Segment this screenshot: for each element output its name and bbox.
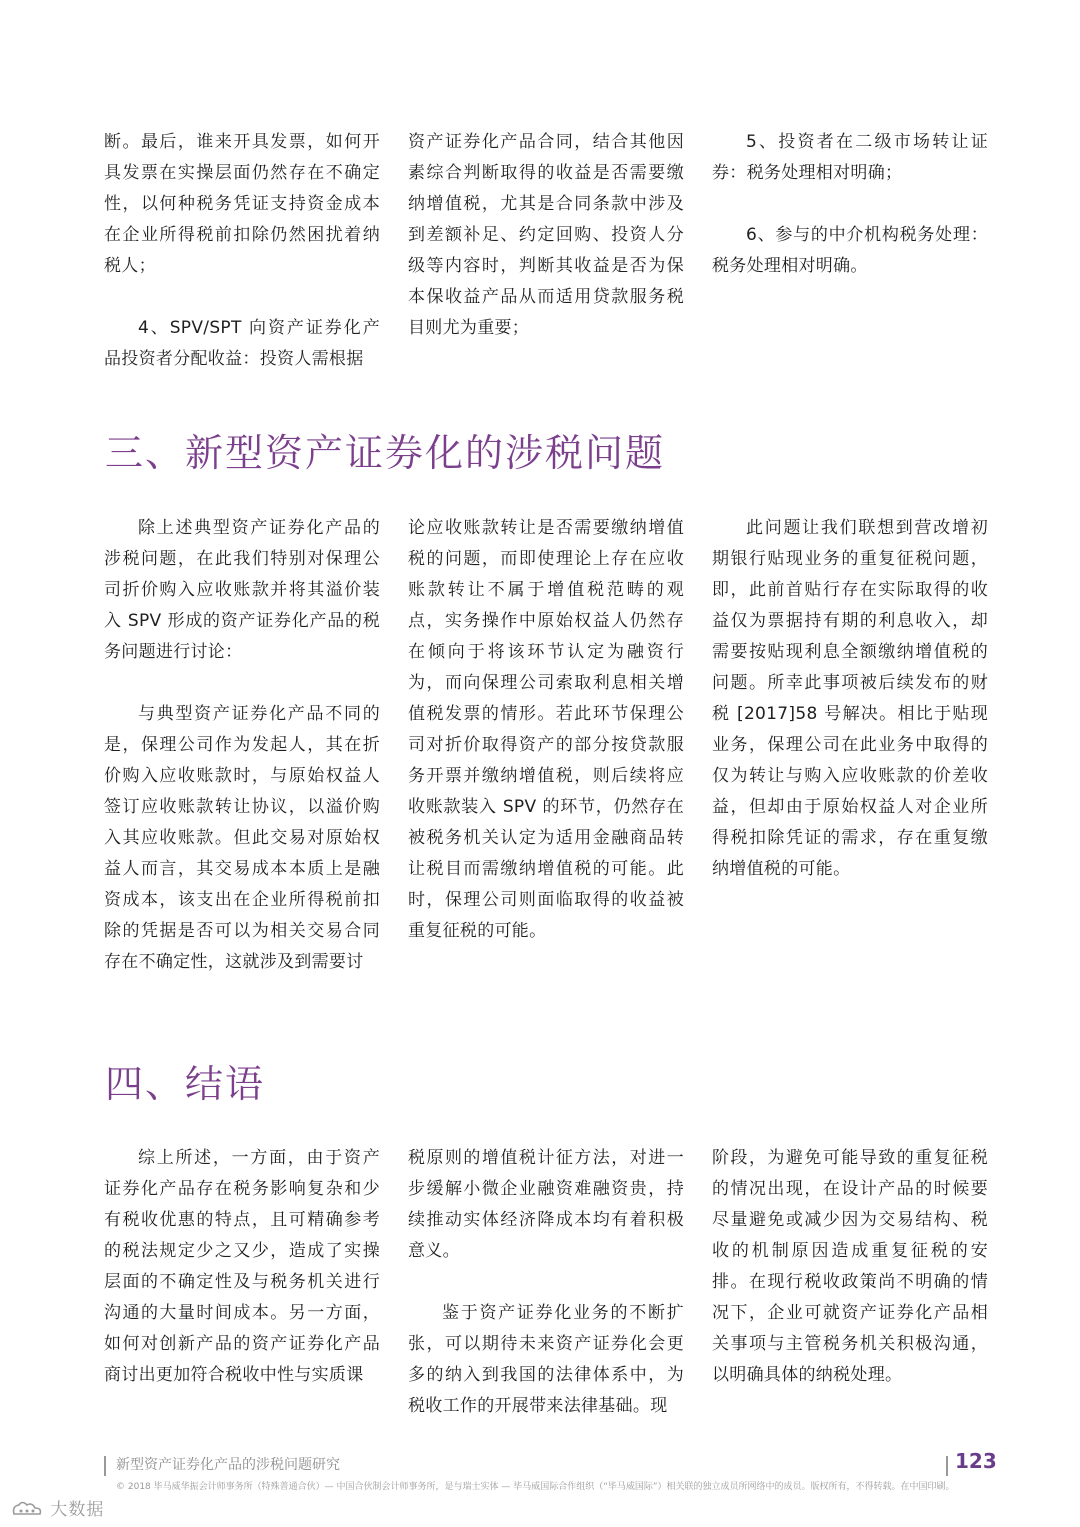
s3-col2-paragraph-1: 论应收账款转让是否需要缴纳增值税的问题，而即使理论上存在应收账款转让不属于增值税范畴的观点，实务操作中原始权益人仍然存在倾向于将该环节认定为融资行为，而向保理公司索取利息相关增值税发票的情形。若此环节保理公司对折价取得资产的部分按贷款服务开票并缴纳增值税，则后续将应收账款装入 SPV 的环节，仍然存在被税务机关认定为适用金融商品转让税目而需缴纳增值税的可能。此时，保理公司则面临取得的收益被重复征税的可能。 [408,518,684,941]
top-col3-paragraph-1: 5、投资者在二级市场转让证券：税务处理相对明确； [712,132,988,183]
watermark-logo-icon [10,1500,44,1520]
footer-divider-right [946,1456,948,1476]
section-3-column-3 [712,513,988,885]
section-4-column-3 [712,1143,988,1391]
s3-col1-paragraph-1: 除上述典型资产证券化产品的涉税问题，在此我们特别对保理公司折价购入应收账款并将其溢价装入 SPV 形成的资产证券化产品的税务问题进行讨论： [104,518,380,662]
top-col1-paragraph-1: 断。最后，谁来开具发票，如何开具发票在实操层面仍然存在不确定性，以何种税务凭证支持资金成本在企业所得税前扣除仍然困扰着纳税人； [104,132,380,276]
s4-col2-paragraph-1: 税原则的增值税计征方法，对进一步缓解小微企业融资难融资贵，持续推动实体经济降成本均有着积极意义。 [408,1148,684,1261]
s4-col1-paragraph-1: 综上所述，一方面，由于资产证券化产品存在税务影响复杂和少有税收优惠的特点，且可精确参考的税法规定少之又少，造成了实操层面的不确定性及与税务机关进行沟通的大量时间成本。另一方面，如何对创新产品的资产证券化产品商讨出更加符合税收中性与实质课 [104,1148,380,1385]
s3-col3-paragraph-1: 此问题让我们联想到营改增初期银行贴现业务的重复征税问题，即，此前首贴行存在实际取得的收益仅为票据持有期的利息收入，却需要按贴现利息全额缴纳增值税的问题。所幸此事项被后续发布的财税 [2017]58 号解决。相比于贴现业务，保理公司在此业务中取得的仅为转让与购入应收账款的价差收益，但却由于原始权益人对企业所得税扣除凭证的需求，存在重复缴纳增值税的可能。 [712,518,988,879]
watermark-text: 大数据 [50,1500,105,1520]
top-column-1 [104,127,380,375]
copyright-notice: © 2018 毕马威华振会计师事务所（特殊普通合伙）— 中国合伙制会计师事务所，是与瑞士实体 — 毕马威国际合作组织（“毕马威国际”）相关联的独立成员所网络中的成员。版权所有，不得转载。在中国印刷。 [116,1482,955,1492]
footer-divider-left [104,1456,106,1476]
top-column-2 [408,127,684,344]
s4-col2-paragraph-2: 鉴于资产证券化业务的不断扩张，可以期待未来资产证券化会更多的纳入到我国的法律体系中，为税收工作的开展带来法律基础。现 [408,1303,684,1416]
footer-title: 新型资产证券化产品的涉税问题研究 [116,1457,340,1473]
page-number: 123 [955,1449,997,1473]
section-4-column-2 [408,1143,684,1422]
top-column-3 [712,127,988,282]
section-4-heading: 四、结语 [105,1062,266,1106]
section-3-column-1 [104,513,380,978]
watermark [10,1495,104,1520]
top-col3-paragraph-2: 6、参与的中介机构税务处理：税务处理相对明确。 [712,225,988,276]
section-3-heading: 三、新型资产证券化的涉税问题 [105,431,666,475]
section-4-column-1 [104,1143,380,1391]
section-3-column-2 [408,513,684,947]
top-col2-paragraph-1: 资产证券化产品合同，结合其他因素综合判断取得的收益是否需要缴纳增值税，尤其是合同条款中涉及到差额补足、约定回购、投资人分级等内容时，判断其收益是否为保本保收益产品从而适用贷款服务税目则尤为重要； [408,132,684,338]
s4-col3-paragraph-1: 阶段，为避免可能导致的重复征税的情况出现，在设计产品的时候要尽量避免或减少因为交易结构、税收的机制原因造成重复征税的安排。在现行税收政策尚不明确的情况下，企业可就资产证券化产品相关事项与主管税务机关积极沟通，以明确具体的纳税处理。 [712,1148,988,1385]
s3-col1-paragraph-2: 与典型资产证券化产品不同的是，保理公司作为发起人，其在折价购入应收账款时，与原始权益人签订应收账款转让协议，以溢价购入其应收账款。但此交易对原始权益人而言，其交易成本本质上是融资成本，该支出在企业所得税前扣除的凭据是否可以为相关交易合同存在不确定性，这就涉及到需要讨 [104,704,380,972]
top-col1-paragraph-2: 4、SPV/SPT 向资产证券化产品投资者分配收益：投资人需根据 [104,318,380,369]
